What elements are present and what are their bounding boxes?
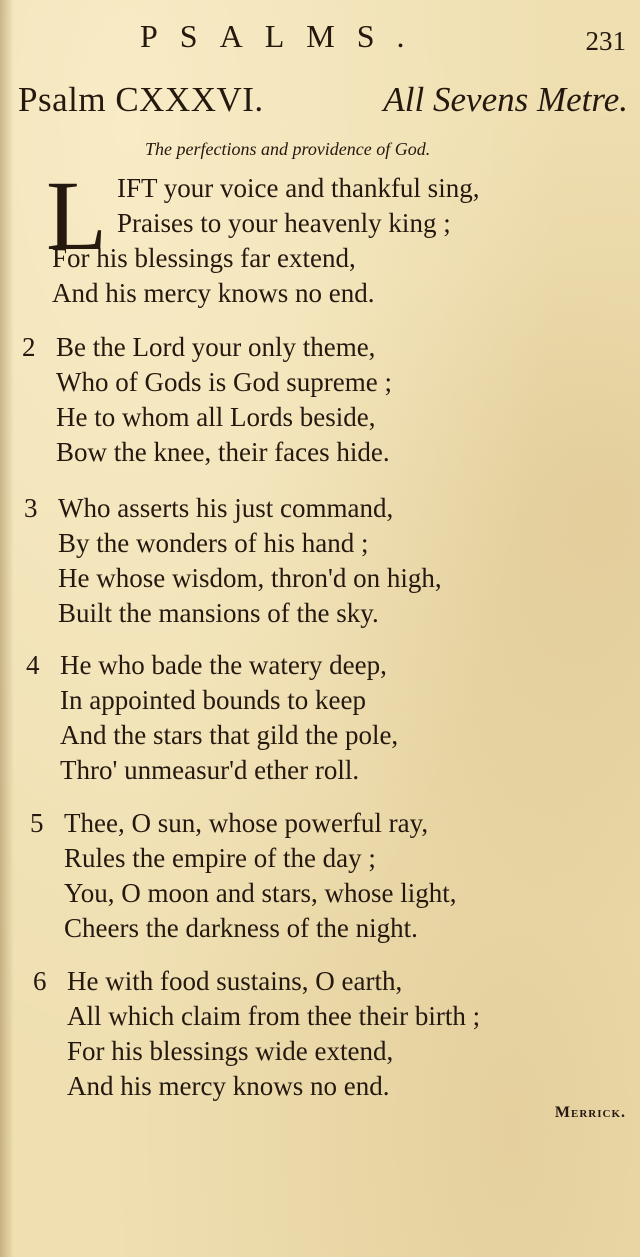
binding-shadow <box>0 0 14 1257</box>
stanza-number: 2 <box>22 332 36 362</box>
verse-line: Bow the knee, their faces hide. <box>56 437 390 467</box>
stanza-number: 6 <box>33 966 47 996</box>
page-number: 231 <box>585 26 626 56</box>
verse-line: And the stars that gild the pole, <box>60 720 399 750</box>
verse-line: By the wonders of his hand ; <box>58 528 369 558</box>
verse-line: For his blessings wide extend, <box>67 1036 394 1066</box>
psalm-metre: All Sevens Metre. <box>383 80 628 119</box>
attribution: Merrick. <box>554 1104 626 1121</box>
drop-cap: L <box>46 160 108 271</box>
verse-line: Be the Lord your only theme, <box>56 332 376 362</box>
verse-line: Who asserts his just command, <box>58 493 394 523</box>
verse-line: IFT your voice and thankful sing, <box>117 173 480 203</box>
verse-line: Rules the empire of the day ; <box>64 843 376 873</box>
verse-line: Thro' unmeasur'd ether roll. <box>60 755 360 785</box>
psalm-heading <box>18 80 628 120</box>
verse-line: He who bade the watery deep, <box>60 650 387 680</box>
verse-line: Cheers the darkness of the night. <box>64 913 418 943</box>
verse-line: And his mercy knows no end. <box>52 278 375 308</box>
verse-line: Who of Gods is God supreme ; <box>56 367 392 397</box>
verse-line: For his blessings far extend, <box>52 243 356 273</box>
verse-line: He with food sustains, O earth, <box>67 966 403 996</box>
stanza-number: 5 <box>30 808 44 838</box>
verse-line: He whose wisdom, thron'd on high, <box>58 563 442 593</box>
verse-line: In appointed bounds to keep <box>60 685 366 715</box>
verse-line: All which claim from thee their birth ; <box>67 1001 481 1031</box>
psalm-subtitle: The perfections and providence of God. <box>145 139 431 159</box>
stanza-number: 3 <box>24 493 38 523</box>
verse-line: He to whom all Lords beside, <box>56 402 376 432</box>
psalm-title: Psalm CXXXVI. <box>18 80 264 119</box>
stanza-number: 4 <box>26 650 40 680</box>
verse-line: You, O moon and stars, whose light, <box>64 878 457 908</box>
verse-line: Thee, O sun, whose powerful ray, <box>64 808 429 838</box>
verse-line: Praises to your heavenly king ; <box>117 208 451 238</box>
verse-line: And his mercy knows no end. <box>67 1071 390 1101</box>
running-head: PSALMS. <box>140 18 427 54</box>
verse-line: Built the mansions of the sky. <box>58 598 379 628</box>
